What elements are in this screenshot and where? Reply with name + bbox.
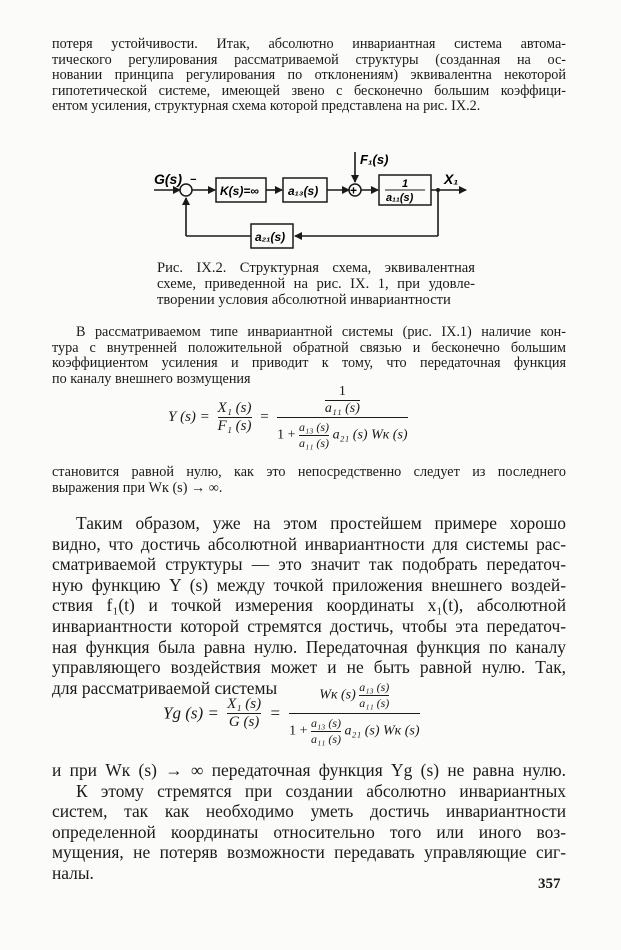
minus-sign: − <box>190 174 197 186</box>
paragraph-2 <box>52 325 566 387</box>
plus-sign: + <box>350 183 358 198</box>
para5-line: определенной координаты относительно того или иного воз- <box>52 821 566 842</box>
caption-line: схеме, приведенной на рис. IX. 1, при удовле- <box>157 275 475 292</box>
formula1-fraction <box>218 400 252 435</box>
para5-line: мущения, не потеряв возможности передавать управляющие сиг- <box>52 842 566 863</box>
para4-line: ствия f₁(t) и точкой измерения координаты x₁(t), абсолютной <box>52 595 566 616</box>
para3-line: выражения при Wк (s) → ∞. <box>52 479 223 496</box>
formula1-eq: = <box>259 409 270 425</box>
para4-line: для рассматриваемой системы <box>52 677 278 698</box>
paragraph-5 <box>52 760 566 884</box>
formula2-big-den <box>289 713 419 747</box>
intro-line: тического регулирования рассматриваемой структуры (созданная на ос- <box>52 51 566 68</box>
para5-line: К этому стремятся при создании абсолютно инвариантных <box>76 780 566 801</box>
para4-line: управляющего воздействия может и не быть равной нулю. Так, <box>52 657 566 678</box>
para2-line: В рассматриваемом типе инвариантной системы (рис. IX.1) наличие кон- <box>76 324 566 340</box>
block-a13-label: a₁₃(s) <box>288 184 319 198</box>
caption-line: творении условия абсолютной инвариантности <box>157 291 451 308</box>
formula1-den-frac-num: a₁₃ (s) <box>299 420 330 434</box>
paragraph-3 <box>52 465 566 496</box>
formula2-num-frac-num: a₁₃ (s) <box>359 680 390 694</box>
paragraph-4 <box>52 513 566 698</box>
disturbance-label: F₁(s) <box>360 152 389 167</box>
formula1-den: F₁ (s) <box>217 418 252 434</box>
input-label: G(s) <box>154 171 182 187</box>
formula1-den-frac-den: a₁₁ (s) <box>299 436 330 450</box>
intro-paragraph <box>52 37 566 115</box>
formula-1 <box>168 384 408 451</box>
para2-line: коэффициентом усиления и приводит к тому, что передаточная функция <box>52 355 566 372</box>
para5-line: и при Wк (s) → ∞ передаточная функция Yg (s) не равна нулю. <box>52 760 566 780</box>
intro-line: ентом усиления, структурная схема которой представлена на рис. IX.2. <box>52 98 481 115</box>
block-diagram <box>0 140 621 260</box>
para4-line: ная функция была равна нулю. Передаточная функция по каналу <box>52 636 566 657</box>
formula2-num-frac-den: a₁₁ (s) <box>359 696 390 710</box>
formula2-fraction <box>227 696 261 731</box>
formula2-num: X₁ (s) <box>227 696 262 712</box>
block-plant-den: a₁₁(s) <box>386 192 414 204</box>
formula1-big-num-bottom: a₁₁ (s) <box>324 401 360 416</box>
formula1-big-num <box>277 384 407 417</box>
caption-line: Рис. IX.2. Структурная схема, эквивалентная <box>157 260 475 276</box>
formula1-den-suffix: a₂₁ (s) Wк (s) <box>332 427 408 443</box>
output-label: X₁ <box>444 171 459 187</box>
page-number: 357 <box>538 876 561 892</box>
block-a21-label: a₂₁(s) <box>255 230 286 244</box>
formula2-den-suffix: a₂₁ (s) Wк (s) <box>344 723 420 739</box>
para4-line: сматриваемой структуры — это значит так подобрать передаточ- <box>52 554 566 575</box>
formula2-den-frac-num: a₁₃ (s) <box>310 716 341 730</box>
para2-line: тура с внутренней положительной обратной связью и бесконечно большим <box>52 339 566 356</box>
formula2-den: G (s) <box>228 714 260 730</box>
formula2-big-num <box>289 680 419 713</box>
intro-line: потеря устойчивости. Итак, абсолютно инвариантная система автома- <box>52 36 566 52</box>
formula2-eq: = <box>269 703 281 723</box>
formula2-den-prefix: 1 + <box>289 723 308 739</box>
para4-line: инвариантности которой стремятся достичь, чтобы эта передаточ- <box>52 615 566 636</box>
para4-line: видно, что достичь абсолютной инвариантности для системы рас- <box>52 533 566 554</box>
para5-line: систем, так как необходимо уметь достичь инвариантности <box>52 801 566 822</box>
para3-line: становится равной нулю, как это непосредственно следует из последнего <box>52 464 566 480</box>
formula1-den-prefix: 1 + <box>277 427 296 443</box>
formula1-big-num-top: 1 <box>338 384 346 399</box>
formula1-num: X₁ (s) <box>217 400 252 416</box>
intro-line: гипотетической системе, имеющей звено с бесконечно большим коэффици- <box>52 82 566 99</box>
para4-line: ную функцию Y (s) между точкой приложения внешнего воздей- <box>52 574 566 595</box>
formula2-num-prefix: Wк (s) <box>319 687 356 703</box>
formula2-lhs: Yg (s) = <box>163 703 219 723</box>
formula1-big-den <box>277 417 407 451</box>
intro-line: новании принципа регулирования по отклонениям) эквивалентна некоторой <box>52 67 566 84</box>
para5-line: налы. <box>52 862 94 883</box>
para2-line: по каналу внешнего возмущения <box>52 370 251 387</box>
para4-line: Таким образом, уже на этом простейшем примере хорошо <box>76 513 566 533</box>
figure-caption <box>157 261 475 308</box>
block-k-label: K(s)=∞ <box>220 184 259 198</box>
formula2-big-fraction <box>289 680 419 747</box>
formula1-big-fraction <box>277 384 407 451</box>
formula-2 <box>163 680 420 747</box>
formula1-lhs: Y (s) = <box>168 409 210 425</box>
formula2-den-frac-den: a₁₁ (s) <box>310 732 341 746</box>
block-plant-num: 1 <box>402 178 409 190</box>
